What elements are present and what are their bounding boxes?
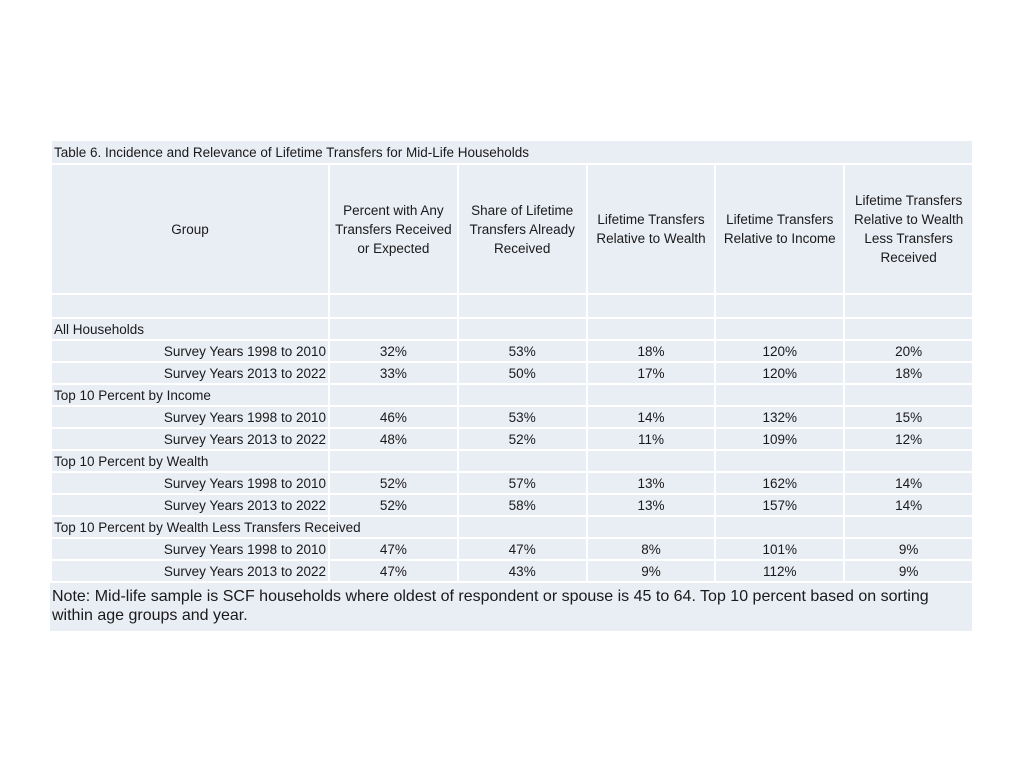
empty-cell <box>329 450 458 472</box>
value-cell: 120% <box>715 362 844 384</box>
value-cell: 32% <box>329 340 458 362</box>
empty-cell <box>715 516 844 538</box>
period-label: Survey Years 2013 to 2022 <box>51 428 329 450</box>
value-cell: 13% <box>587 472 716 494</box>
value-cell: 157% <box>715 494 844 516</box>
value-cell: 58% <box>458 494 587 516</box>
value-cell: 47% <box>329 560 458 582</box>
header-relative-to-wealth: Lifetime Transfers Relative to Wealth <box>587 164 716 294</box>
header-percent-any-transfers: Percent with Any Transfers Received or Expected <box>329 164 458 294</box>
empty-cell <box>844 384 973 406</box>
table-row <box>51 472 973 494</box>
period-label: Survey Years 2013 to 2022 <box>51 362 329 384</box>
value-cell: 13% <box>587 494 716 516</box>
empty-cell <box>844 516 973 538</box>
empty-cell <box>458 384 587 406</box>
value-cell: 53% <box>458 406 587 428</box>
period-label: Survey Years 1998 to 2010 <box>51 538 329 560</box>
group-row <box>51 384 973 406</box>
value-cell: 57% <box>458 472 587 494</box>
table-title: Table 6. Incidence and Relevance of Lifetime Transfers for Mid-Life Households <box>51 141 973 164</box>
value-cell: 9% <box>587 560 716 582</box>
table-row <box>51 494 973 516</box>
value-cell: 20% <box>844 340 973 362</box>
group-label: Top 10 Percent by Income <box>51 384 329 406</box>
empty-cell <box>329 318 458 340</box>
table-row <box>51 538 973 560</box>
empty-cell <box>458 318 587 340</box>
value-cell: 101% <box>715 538 844 560</box>
value-cell: 46% <box>329 406 458 428</box>
group-label: All Households <box>51 318 329 340</box>
value-cell: 53% <box>458 340 587 362</box>
value-cell: 52% <box>329 472 458 494</box>
empty-cell <box>715 450 844 472</box>
empty-cell <box>715 318 844 340</box>
spacer-cell <box>844 294 973 318</box>
title-row <box>51 141 973 164</box>
empty-cell <box>458 450 587 472</box>
spacer-cell <box>51 294 329 318</box>
table-row <box>51 340 973 362</box>
table-row <box>51 428 973 450</box>
value-cell: 15% <box>844 406 973 428</box>
empty-cell <box>458 516 587 538</box>
table-note: Note: Mid-life sample is SCF households where oldest of respondent or spouse is 45 to 64. Top 10 percent based on sorting within age groups and year. <box>52 588 929 624</box>
value-cell: 48% <box>329 428 458 450</box>
spacer-cell <box>587 294 716 318</box>
value-cell: 12% <box>844 428 973 450</box>
spacer-cell <box>458 294 587 318</box>
value-cell: 52% <box>329 494 458 516</box>
table-row <box>51 406 973 428</box>
table-row <box>51 362 973 384</box>
value-cell: 50% <box>458 362 587 384</box>
value-cell: 43% <box>458 560 587 582</box>
header-relative-to-income: Lifetime Transfers Relative to Income <box>715 164 844 294</box>
value-cell: 33% <box>329 362 458 384</box>
header-row <box>51 164 973 294</box>
value-cell: 9% <box>844 560 973 582</box>
empty-cell <box>587 384 716 406</box>
empty-cell <box>587 516 716 538</box>
value-cell: 132% <box>715 406 844 428</box>
period-label: Survey Years 2013 to 2022 <box>51 494 329 516</box>
period-label: Survey Years 2013 to 2022 <box>51 560 329 582</box>
header-relative-to-wealth-less-transfers: Lifetime Transfers Relative to Wealth Less Transfers Received <box>844 164 973 294</box>
table-row <box>51 560 973 582</box>
empty-cell <box>715 384 844 406</box>
empty-cell <box>587 318 716 340</box>
group-row <box>51 318 973 340</box>
value-cell: 109% <box>715 428 844 450</box>
value-cell: 14% <box>844 494 973 516</box>
period-label: Survey Years 1998 to 2010 <box>51 472 329 494</box>
spacer-cell <box>329 294 458 318</box>
period-label: Survey Years 1998 to 2010 <box>51 406 329 428</box>
period-label: Survey Years 1998 to 2010 <box>51 340 329 362</box>
value-cell: 47% <box>329 538 458 560</box>
value-cell: 120% <box>715 340 844 362</box>
spacer-row <box>51 294 973 318</box>
header-share-already-received: Share of Lifetime Transfers Already Received <box>458 164 587 294</box>
group-label: Top 10 Percent by Wealth Less Transfers Received <box>51 516 329 538</box>
empty-cell <box>844 450 973 472</box>
value-cell: 11% <box>587 428 716 450</box>
group-row <box>51 516 973 538</box>
empty-cell <box>587 450 716 472</box>
group-row <box>51 450 973 472</box>
spacer-cell <box>715 294 844 318</box>
transfers-table <box>50 141 974 583</box>
header-group: Group <box>51 164 329 294</box>
value-cell: 14% <box>587 406 716 428</box>
group-label: Top 10 Percent by Wealth <box>51 450 329 472</box>
value-cell: 14% <box>844 472 973 494</box>
value-cell: 18% <box>844 362 973 384</box>
value-cell: 52% <box>458 428 587 450</box>
value-cell: 17% <box>587 362 716 384</box>
value-cell: 162% <box>715 472 844 494</box>
value-cell: 18% <box>587 340 716 362</box>
empty-cell <box>329 384 458 406</box>
empty-cell <box>844 318 973 340</box>
value-cell: 8% <box>587 538 716 560</box>
value-cell: 112% <box>715 560 844 582</box>
value-cell: 9% <box>844 538 973 560</box>
value-cell: 47% <box>458 538 587 560</box>
transfers-table-panel <box>50 141 972 631</box>
